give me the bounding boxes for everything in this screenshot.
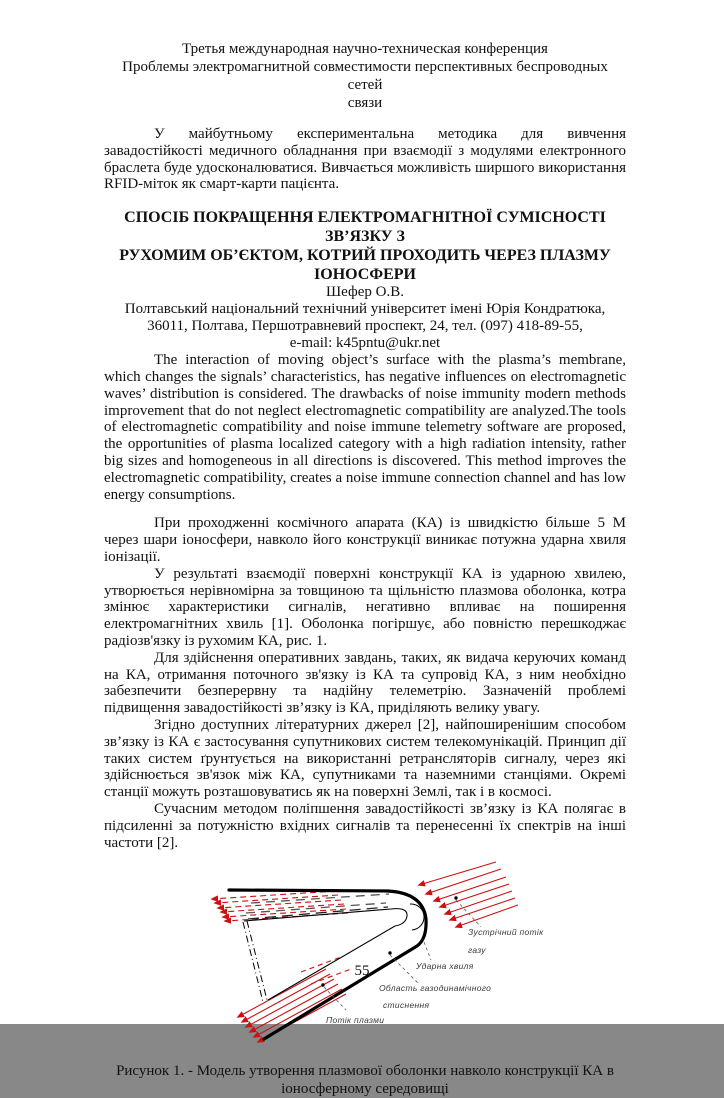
conference-header-line: Проблемы электромагнитной совместимости перспективных беспроводных сетей xyxy=(122,59,608,93)
body-paragraph: Згідно доступних літературних джерел [2], найпоширенішим способом зв’язку із КА є застосування супутникових систем телекомунікацій. Принцип дії таких систем ґрунтується на використанні ретрансляторів сигналу, через які здійснюється зв'язок між КА, супутниками та наземними станціями. Окремі станції можуть розташовуватись як на поверхні Землі, так і в космосі. xyxy=(104,716,626,801)
article-title-line: СПОСІБ ПОКРАЩЕННЯ ЕЛЕКТРОМАГНІТНОЇ СУМІСНОСТІ ЗВ’ЯЗКУ З xyxy=(124,209,606,246)
abstract-paragraph: The interaction of moving object’s surface with the plasma’s membrane, which changes the signals’ characteristics, has negative influences on electromagnetic waves’ distribution is considered. The drawbacks of noise immunity modern methods improvement that do not neglect electromagnetic compatibility are analyzed.The tools of electromagnetic compatibility and noise immune telemetry software are proposed, the opportunities of plasma localized category with a high radiation intensity, rather big sizes and homogeneous in all directions is discovered. This method improves the electromagnetic compatibility, creates a noise immune connection channel and has low energy consumptions. xyxy=(104,352,626,503)
intro-paragraph: У майбутньому експериментальна методика для вивчення завадостійкості медичного обладнання при взаємодії з модулями електронного браслета буде удосконалюватися. Вивчається можливість ширшого використання RFID-міток як смарт-карти пацієнта. xyxy=(104,126,626,193)
author-name: Шефер О.В. xyxy=(326,284,404,301)
body-paragraph: Для здійснення оперативних завдань, таких, як видача керуючих команд на КА, отримання поточного зв'язку із КА та супровід КА, з ним необхідно забезпечити безперервну та надійну телеметрію. Зазначеній проблемі підвищення завадостійкості зв’язку із КА, приділяють велику увагу. xyxy=(104,649,626,717)
rear-plasma-flow-arrows xyxy=(212,891,348,921)
affiliation-line: 36011, Полтава, Першотравневий проспект, 24, тел. (097) 418-89-55, xyxy=(147,318,583,335)
label-compression-area: Область газодинамічного xyxy=(379,983,492,994)
label-gas-flow: газу xyxy=(468,945,486,956)
article-title xyxy=(104,208,626,284)
conference-header xyxy=(104,40,626,112)
label-plasma-flow: Потік плазми xyxy=(326,1015,385,1026)
label-shock-wave: Ударна хвиля xyxy=(416,961,474,972)
body-paragraph: Сучасним методом поліпшення завадостійкості зв’язку із КА полягає в підсиленні за потужністю вхідних сигналів та перенесенні їх спектрів на інші частоти [2]. xyxy=(104,800,626,851)
figure-caption-line: Рисунок 1. - Модель утворення плазмової оболонки навколо конструкції КА в xyxy=(116,1063,614,1080)
body-paragraph: У результаті взаємодії поверхні конструкції КА із ударною хвилею, утворюється нерівномірна за товщиною та щільністю плазмова оболонка, котра змінює характеристики сигналів, негативно впливає на поширення електромагнітних хвиль [1]. Оболонка погіршує, або повністю перешкоджає радіозв'язку із рухомим КА, рис. 1. xyxy=(104,565,626,649)
article-title-line: РУХОМИМ ОБ’ЄКТОМ, КОТРИЙ ПРОХОДИТЬ ЧЕРЕЗ ПЛАЗМУ ІОНОСФЕРИ xyxy=(119,247,611,284)
page-number: 55 xyxy=(354,963,370,979)
conference-header-line: Третья международная научно-техническая конференция xyxy=(182,41,548,57)
cone-base-lines xyxy=(243,921,267,1002)
body-paragraph: При проходженні космічного апарата (КА) із швидкістю більше 5 М через шари іоносфери, навколо його конструкції виникає потужна ударна хвиля іонізації. xyxy=(104,515,626,565)
conference-header-line: связи xyxy=(347,95,383,111)
figure-caption xyxy=(104,1062,626,1098)
label-gas-flow: Зустрічний потік xyxy=(468,927,544,938)
plasma-shell-diagram xyxy=(176,857,676,1057)
email-line: e-mail: k45pntu@ukr.net xyxy=(289,335,441,352)
figure-1 xyxy=(176,857,626,1062)
label-compression-area: стиснення xyxy=(383,1000,430,1011)
incoming-gas-flow-arrows xyxy=(419,862,518,927)
figure-caption-line: іоносферному середовищі xyxy=(281,1081,449,1098)
affiliation-line: Полтавський національний технічний університет імені Юрія Кондратюка, xyxy=(124,301,606,318)
